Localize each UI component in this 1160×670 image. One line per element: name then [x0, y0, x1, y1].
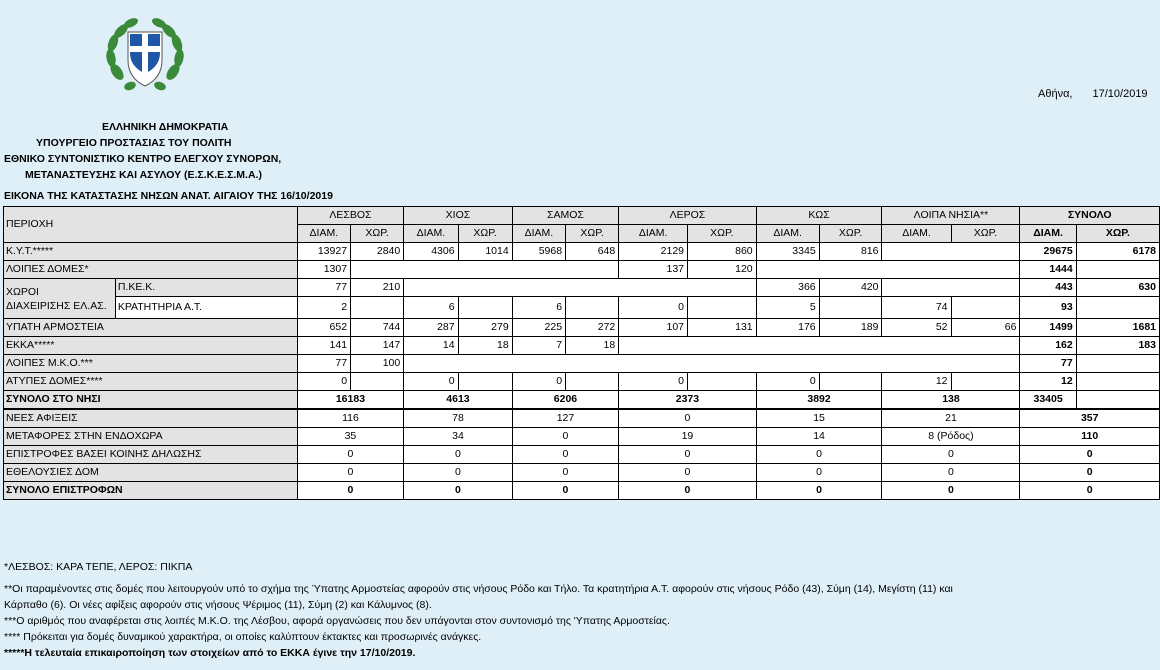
date-label: Αθήνα, [1038, 88, 1073, 100]
table-row [4, 261, 1160, 279]
row-group-label [4, 279, 116, 319]
xor-header: ΧΩΡ. [688, 225, 757, 243]
cell: 2 [297, 297, 350, 319]
cell [882, 279, 1020, 297]
cell [756, 261, 1020, 279]
cell: 0 [882, 482, 1020, 500]
cell [404, 279, 756, 297]
cell: 0 [619, 482, 756, 500]
cell: 6206 [512, 391, 619, 410]
total-cell: 1499 [1020, 319, 1076, 337]
cell: 0 [297, 373, 350, 391]
total-cell [1076, 261, 1159, 279]
cell: 0 [619, 297, 688, 319]
cell: 66 [951, 319, 1020, 337]
cell [566, 373, 619, 391]
cell: 860 [688, 243, 757, 261]
table-row [4, 297, 1160, 319]
island-header: ΣΑΜΟΣ [512, 207, 619, 225]
cell [458, 297, 512, 319]
cell: 2373 [619, 391, 756, 410]
xor-header: ΧΩΡ. [351, 225, 404, 243]
total-cell: 0 [1020, 446, 1160, 464]
footnote-4: **** Πρόκειται για δομές δυναμικού χαρακτήρα, οι οποίες καλύπτουν έκτακτες και προσωρινές ανάγκες. [4, 631, 482, 643]
cell [458, 373, 512, 391]
total-cell: 162 [1020, 337, 1076, 355]
cell: 0 [619, 373, 688, 391]
date-value: 17/10/2019 [1092, 88, 1148, 100]
total-cell: 12 [1020, 373, 1076, 391]
total-cell: 357 [1020, 409, 1160, 428]
cell [688, 373, 757, 391]
total-cell: 0 [1020, 464, 1160, 482]
footnote-3: ***Ο αριθμός που αναφέρεται στις λοιπές Μ.Κ.Ο. της Λέσβου, αφορά οργανώσεις που δεν υπάγονται στον συντονισμό της 'Υπατης Αρμοστείας. [4, 615, 670, 627]
cell: 4306 [404, 243, 458, 261]
cell: 0 [882, 464, 1020, 482]
table-row-total [4, 482, 1160, 500]
total-cell: 183 [1076, 337, 1159, 355]
cell [404, 355, 1020, 373]
total-cell: 33405 [1020, 391, 1076, 410]
total-cell: 1444 [1020, 261, 1076, 279]
table-row [4, 428, 1160, 446]
xor-header: ΧΩΡ. [566, 225, 619, 243]
row-label: ΕΠΙΣΤΡΟΦΕΣ ΒΑΣΕΙ ΚΟΙΝΗΣ ΔΗΛΩΣΗΣ [4, 446, 298, 464]
cell: 74 [882, 297, 951, 319]
table-row [4, 319, 1160, 337]
cell: 279 [458, 319, 512, 337]
document-date [1038, 88, 1148, 100]
header-ministry: ΥΠΟΥΡΓΕΙΟ ΠΡΟΣΤΑΣΙΑΣ ΤΟΥ ΠΟΛΙΤΗ [36, 137, 232, 149]
diam-header: ΔΙΑΜ. [619, 225, 688, 243]
total-cell [1076, 297, 1159, 319]
cell: 21 [882, 409, 1020, 428]
cell: 77 [297, 279, 350, 297]
cell: 744 [351, 319, 404, 337]
cell: 2840 [351, 243, 404, 261]
cell: 18 [566, 337, 619, 355]
footnote-5: *****Η τελευταία επικαιροποίηση των στοιχείων από το ΕΚΚΑ έγινε την 17/10/2019. [4, 647, 416, 659]
table-row [4, 355, 1160, 373]
total-cell: 93 [1020, 297, 1076, 319]
cell: 7 [512, 337, 565, 355]
cell [951, 373, 1020, 391]
cell: 0 [512, 482, 619, 500]
total-cell: 630 [1076, 279, 1159, 297]
row-label: ΜΕΤΑΦΟΡΕΣ ΣΤΗΝ ΕΝΔΟΧΩΡΑ [4, 428, 298, 446]
cell: 648 [566, 243, 619, 261]
cell: 420 [819, 279, 882, 297]
table-row [4, 409, 1160, 428]
total-cell: 29675 [1020, 243, 1076, 261]
row-label: ΑΤΥΠΕΣ ΔΟΜΕΣ**** [4, 373, 298, 391]
cell: 0 [297, 482, 404, 500]
cell: 0 [512, 464, 619, 482]
row-label: ΣΥΝΟΛΟ ΕΠΙΣΤΡΟΦΩΝ [4, 482, 298, 500]
cell: 147 [351, 337, 404, 355]
cell: 16183 [297, 391, 404, 410]
cell: 100 [351, 355, 404, 373]
cell: 18 [458, 337, 512, 355]
cell: 0 [297, 446, 404, 464]
row-label: ΣΥΝΟΛΟ ΣΤΟ ΝΗΣΙ [4, 391, 298, 410]
island-header: ΛΟΙΠΑ ΝΗΣΙΑ** [882, 207, 1020, 225]
cell: 35 [297, 428, 404, 446]
diam-header: ΔΙΑΜ. [297, 225, 350, 243]
cell: 15 [756, 409, 882, 428]
cell: 176 [756, 319, 819, 337]
region-header: ΠΕΡΙΟΧΗ [4, 207, 298, 243]
cell [619, 337, 1020, 355]
cell: 5968 [512, 243, 565, 261]
cell [351, 373, 404, 391]
total-cell: 110 [1020, 428, 1160, 446]
cell: 0 [297, 464, 404, 482]
island-header: ΛΕΣΒΟΣ [297, 207, 404, 225]
cell: 14 [404, 337, 458, 355]
islands-status-table [3, 206, 1160, 500]
diam-header: ΔΙΑΜ. [1020, 225, 1076, 243]
greek-emblem-icon [102, 14, 188, 100]
total-cell [1076, 373, 1159, 391]
cell: 116 [297, 409, 404, 428]
footnote-2: **Οι παραμένοντες στις δομές που λειτουργούν υπό το σχήμα της Ύπατης Αρμοστείας αφορούν στις νήσους Ρόδο και Τήλο. Τα κρατητήρια Α.Τ. αφορούν στις νήσους Ρόδο (43), Σύμη (14), Μεγίστη (11) και [4, 583, 953, 595]
cell: 0 [404, 482, 512, 500]
cell: 0 [619, 409, 756, 428]
footnote-2-cont: Κάρπαθο (6). Οι νέες αφίξεις αφορούν στις νήσους Ψέριμος (11), Σύμη (2) και Κάλυμνος (8). [4, 599, 432, 611]
cell: 77 [297, 355, 350, 373]
cell: 78 [404, 409, 512, 428]
cell: 210 [351, 279, 404, 297]
header-centre-2: ΜΕΤΑΝΑΣΤΕΥΣΗΣ ΚΑΙ ΑΣΥΛΟΥ (Ε.Σ.Κ.Ε.Σ.Μ.Α.) [25, 169, 262, 181]
cell: 3892 [756, 391, 882, 410]
cell: 189 [819, 319, 882, 337]
table-row [4, 279, 1160, 297]
total-cell: 77 [1020, 355, 1076, 373]
total-header: ΣΥΝΟΛΟ [1020, 207, 1160, 225]
cell: 138 [882, 391, 1020, 410]
cell: 652 [297, 319, 350, 337]
cell: 0 [756, 373, 819, 391]
total-cell [1076, 355, 1159, 373]
cell: 0 [404, 446, 512, 464]
cell: 0 [512, 446, 619, 464]
row-label: Κ.Υ.Τ.***** [4, 243, 298, 261]
header-republic: ΕΛΛΗΝΙΚΗ ΔΗΜΟΚΡΑΤΙΑ [102, 121, 229, 133]
cell: 6 [512, 297, 565, 319]
table-header-row [4, 207, 1160, 225]
cell: 1307 [297, 261, 350, 279]
cell: 131 [688, 319, 757, 337]
cell: 366 [756, 279, 819, 297]
island-header: ΛΕΡΟΣ [619, 207, 756, 225]
cell: 5 [756, 297, 819, 319]
cell: 0 [512, 373, 565, 391]
island-header: ΧΙΟΣ [404, 207, 512, 225]
cell: 1014 [458, 243, 512, 261]
cell [819, 373, 882, 391]
header-centre: ΕΘΝΙΚΟ ΣΥΝΤΟΝΙΣΤΙΚΟ ΚΕΝΤΡΟ ΕΛΕΓΧΟΥ ΣΥΝΟΡΩΝ, [4, 153, 282, 165]
row-label: ΥΠΑΤΗ ΑΡΜΟΣΤΕΙΑ [4, 319, 298, 337]
cell: 8 (Ρόδος) [882, 428, 1020, 446]
diam-header: ΔΙΑΜ. [756, 225, 819, 243]
cell: 2129 [619, 243, 688, 261]
island-header: ΚΩΣ [756, 207, 882, 225]
table-row [4, 243, 1160, 261]
cell: 0 [756, 446, 882, 464]
total-cell: 0 [1020, 482, 1160, 500]
diam-header: ΔΙΑΜ. [404, 225, 458, 243]
cell: 13927 [297, 243, 350, 261]
cell: 120 [688, 261, 757, 279]
cell: 137 [619, 261, 688, 279]
cell: 3345 [756, 243, 819, 261]
cell: 127 [512, 409, 619, 428]
total-cell: 6178 [1076, 243, 1159, 261]
cell: 34 [404, 428, 512, 446]
xor-header: ΧΩΡ. [951, 225, 1020, 243]
footnote-1: *ΛΕΣΒΟΣ: ΚΑΡΑ ΤΕΠΕ, ΛΕΡΟΣ: ΠΙΚΠΑ [4, 561, 193, 573]
table-row [4, 337, 1160, 355]
table-row [4, 373, 1160, 391]
cell [951, 297, 1020, 319]
table-row [4, 464, 1160, 482]
xor-header: ΧΩΡ. [458, 225, 512, 243]
cell: 4613 [404, 391, 512, 410]
cell [819, 297, 882, 319]
cell: 0 [619, 446, 756, 464]
row-group-label-1: ΧΩΡΟΙ [6, 285, 39, 298]
row-label: ΛΟΙΠΕΣ Μ.Κ.Ο.*** [4, 355, 298, 373]
cell: 0 [756, 482, 882, 500]
table-row [4, 446, 1160, 464]
cell [566, 297, 619, 319]
cell [351, 297, 404, 319]
row-label: Π.ΚΕ.Κ. [115, 279, 297, 297]
cell: 272 [566, 319, 619, 337]
cell: 19 [619, 428, 756, 446]
cell [1076, 391, 1159, 410]
cell [882, 243, 1020, 261]
cell: 816 [819, 243, 882, 261]
diam-header: ΔΙΑΜ. [882, 225, 951, 243]
cell: 225 [512, 319, 565, 337]
table-row-total [4, 391, 1160, 410]
row-label: ΛΟΙΠΕΣ ΔΟΜΕΣ* [4, 261, 298, 279]
cell: 6 [404, 297, 458, 319]
cell: 0 [404, 373, 458, 391]
cell: 0 [512, 428, 619, 446]
total-cell: 443 [1020, 279, 1076, 297]
cell: 141 [297, 337, 350, 355]
cell: 0 [404, 464, 512, 482]
row-label: ΕΘΕΛΟΥΣΙΕΣ ΔΟΜ [4, 464, 298, 482]
cell [688, 297, 757, 319]
cell: 107 [619, 319, 688, 337]
cell: 287 [404, 319, 458, 337]
total-cell: 1681 [1076, 319, 1159, 337]
cell: 0 [756, 464, 882, 482]
cell: 0 [619, 464, 756, 482]
cell: 0 [882, 446, 1020, 464]
row-label: ΕΚΚΑ***** [4, 337, 298, 355]
cell: 14 [756, 428, 882, 446]
xor-header: ΧΩΡ. [819, 225, 882, 243]
xor-header: ΧΩΡ. [1076, 225, 1159, 243]
document-title: ΕΙΚΟΝΑ ΤΗΣ ΚΑΤΑΣΤΑΣΗΣ ΝΗΣΩΝ ΑΝΑΤ. ΑΙΓΑΙΟΥ ΤΗΣ 16/10/2019 [4, 190, 333, 202]
cell [351, 261, 619, 279]
row-label: ΝΕΕΣ ΑΦΙΞΕΙΣ [4, 409, 298, 428]
cell: 52 [882, 319, 951, 337]
row-group-label-2: ΔΙΑΧΕΙΡΙΣΗΣ ΕΛ.ΑΣ. [6, 299, 107, 312]
diam-header: ΔΙΑΜ. [512, 225, 565, 243]
cell: 12 [882, 373, 951, 391]
row-label: ΚΡΑΤΗΤΗΡΙΑ Α.Τ. [115, 297, 297, 319]
